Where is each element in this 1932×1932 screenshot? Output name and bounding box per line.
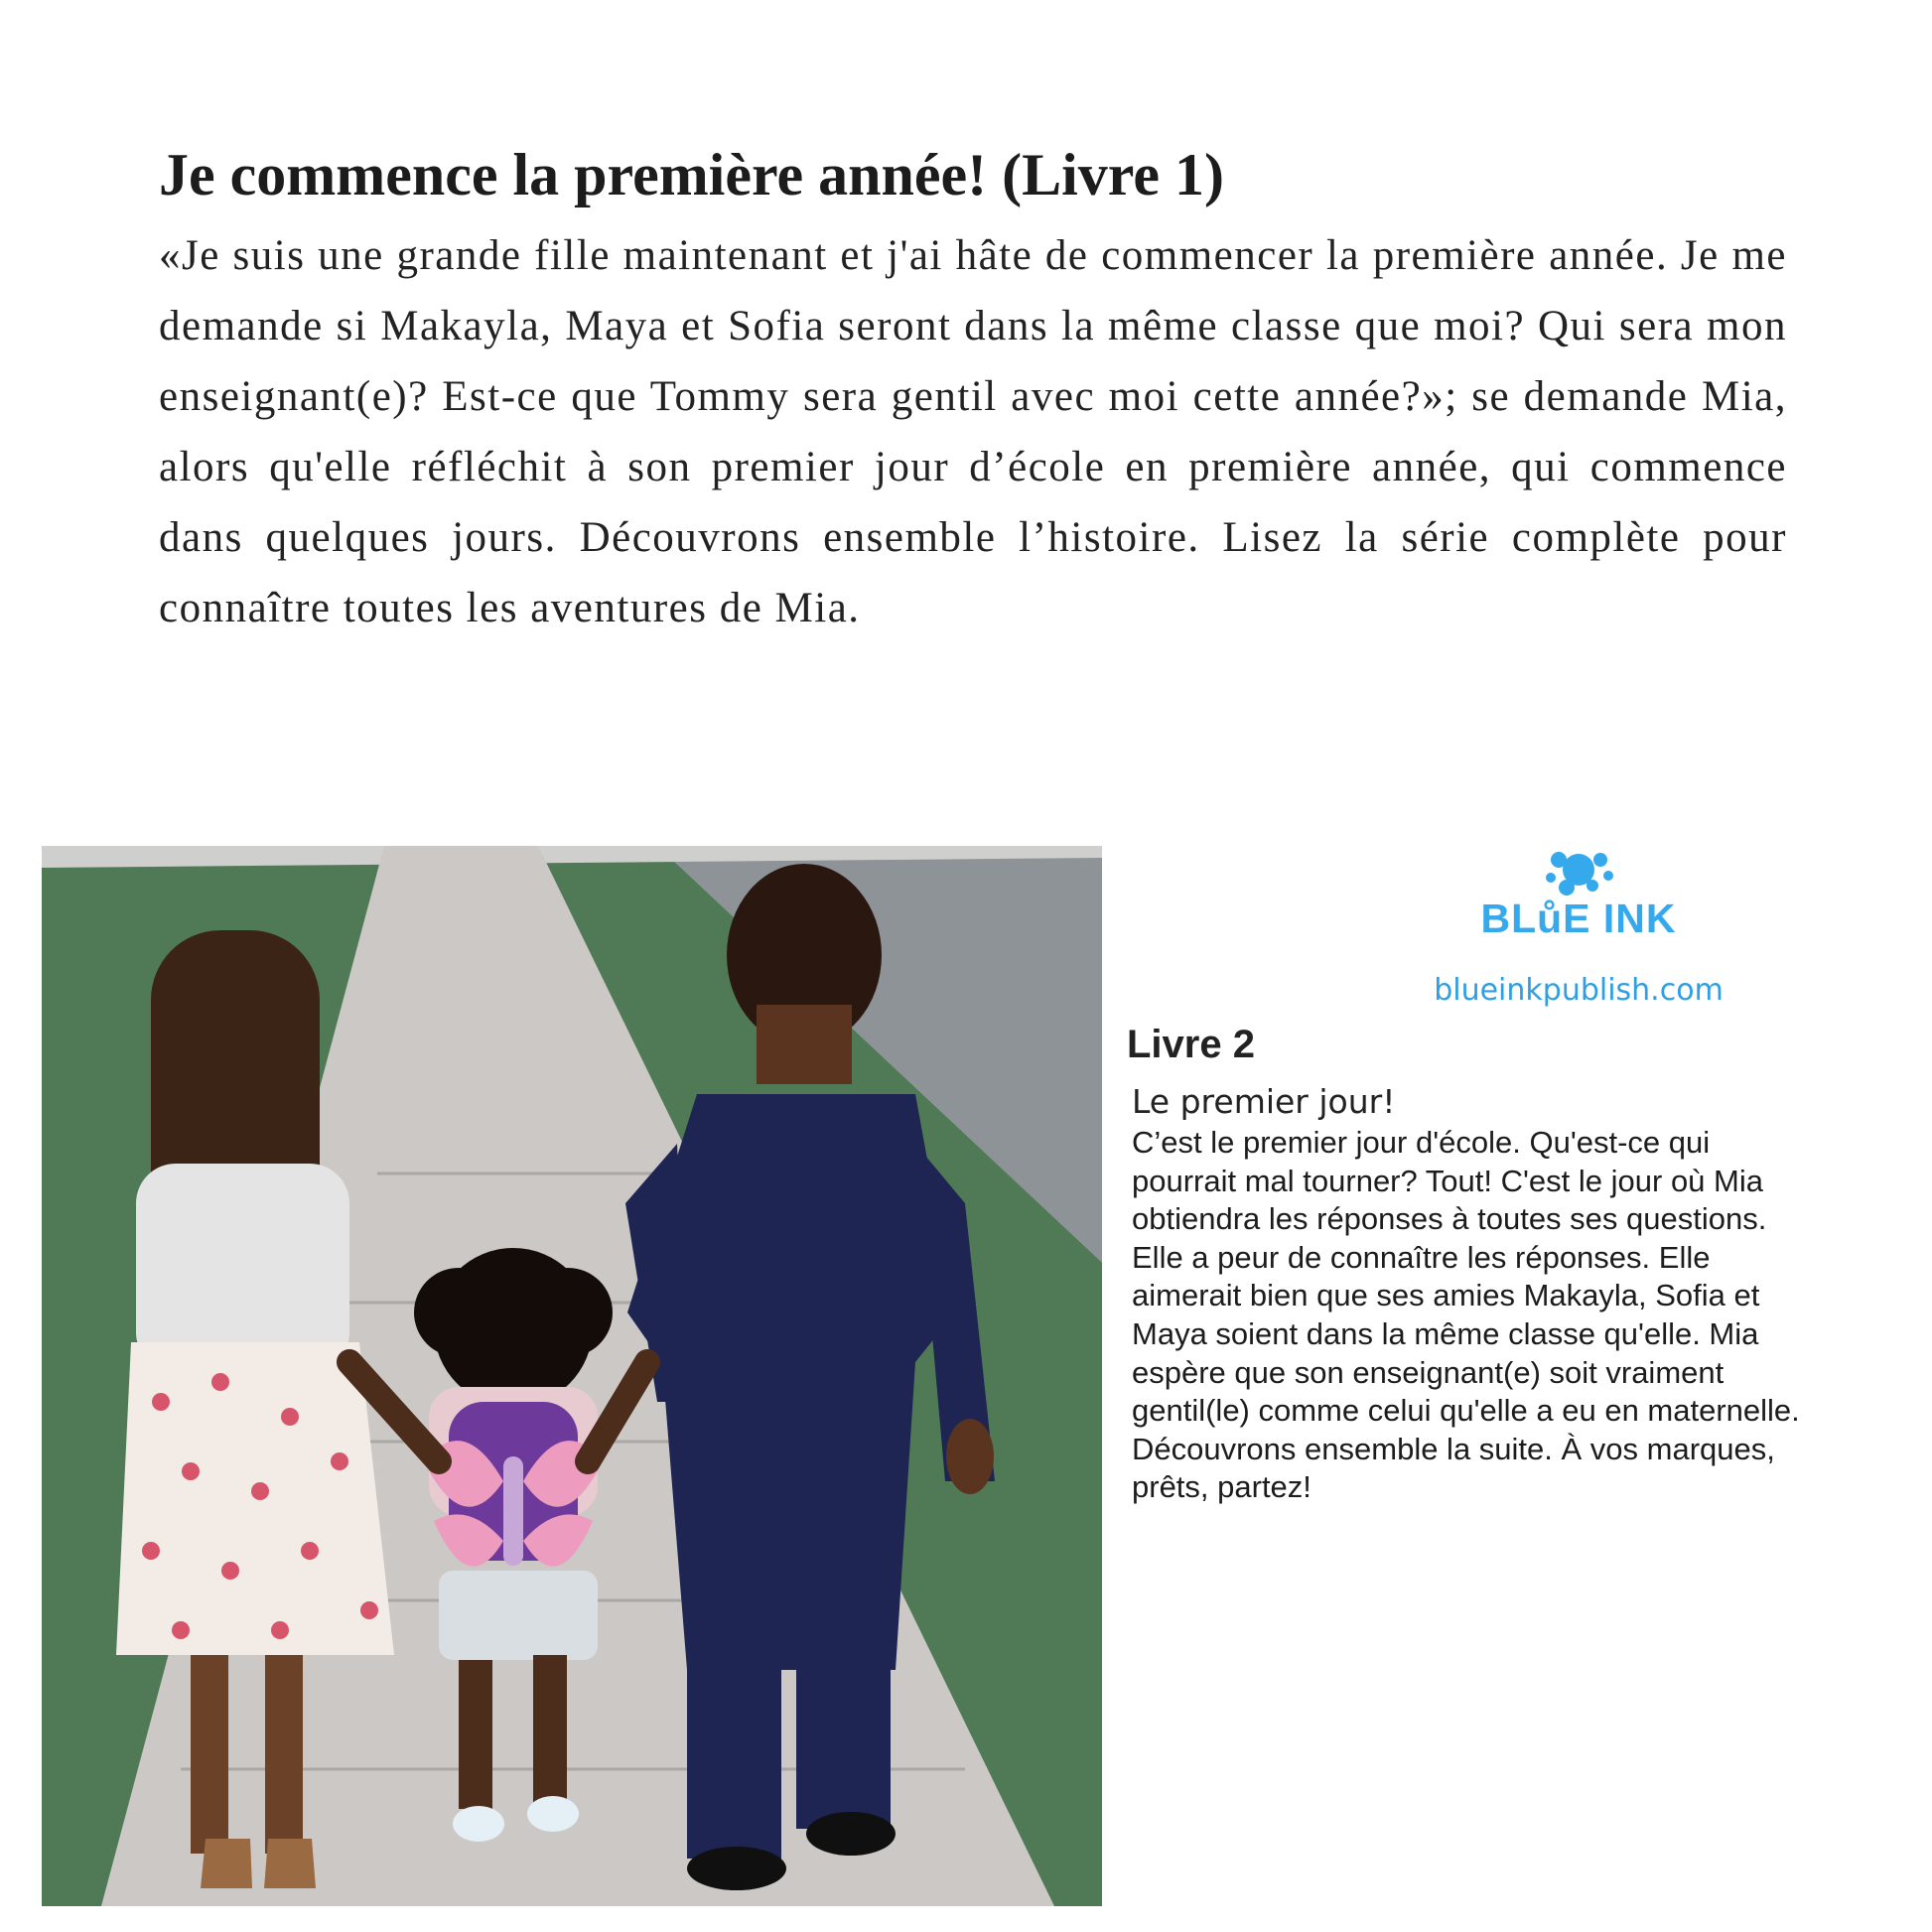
publisher-url-link[interactable]: blueinkpublish.com [1434, 973, 1724, 1008]
publisher-logo-text: BLůE INK [1480, 896, 1677, 941]
book1-description: «Je suis une grande fille maintenant et j'ai hâte de commencer la première année. Je me demande si Makayla, Maya et Sofia seront dans la même classe que moi? Qui sera mon enseignant(e)? Est-ce que Tommy sera gentil avec moi cette année?»; se demande Mia, alors qu'elle réfléchit à son premier jour d’école en première année, qui commence dans quelques jours. Découvrons ensemble l’histoire. Lisez la série complète pour connaître toutes les aventures de Mia. [159, 232, 1787, 631]
book2-subtitle: Le premier jour! [1132, 1082, 1396, 1121]
book2-heading: Livre 2 [1127, 1023, 1255, 1066]
page-title: Je commence la première année! (Livre 1) [159, 142, 1224, 207]
family-walking-illustration [42, 846, 1102, 1906]
book2-description: C’est le premier jour d'école. Qu'est-ce qui pourrait mal tourner? Tout! C'est le jour où Mia obtiendra les réponses à toutes ses questions. Elle a peur de connaître les réponses. Elle aimerait bien que ses amies Makayla, Sofia et Maya soient dans la même classe qu'elle. Mia espère que son enseignant(e) soit vraiment gentil(le) comme celui qu'elle a eu en maternelle. Découvrons ensemble la suite. À vos marques, prêts, partez! [1132, 1125, 1800, 1505]
